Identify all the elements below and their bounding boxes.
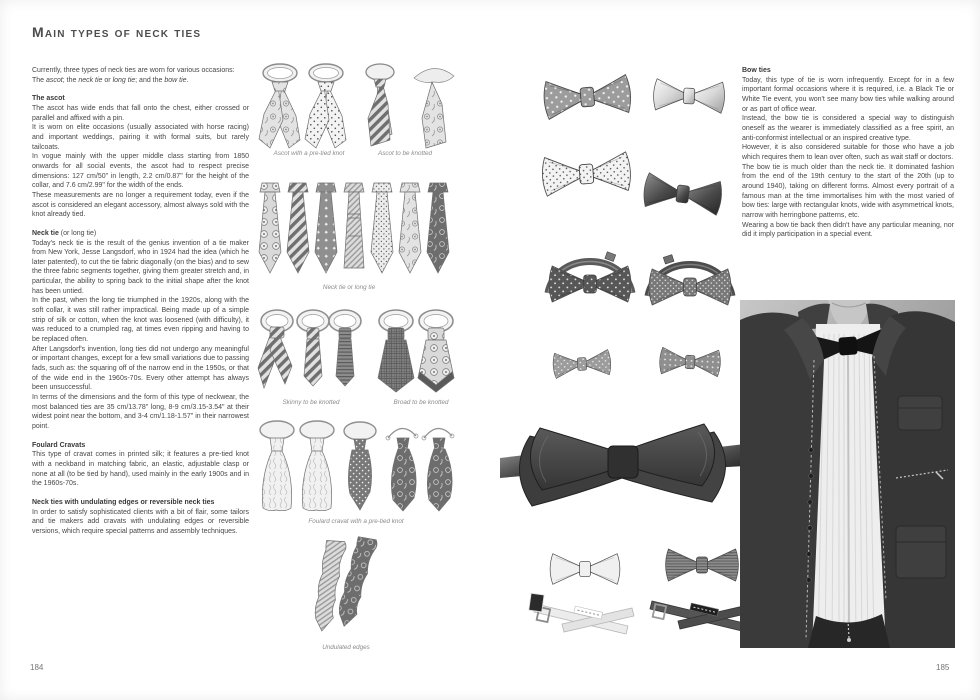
heading-text: The ascot [32,95,65,103]
paragraph: The ascot has wide ends that fall onto the chest, either crossed or parallel and affixed with a pin. [32,104,249,122]
page-number-left: 184 [30,663,44,672]
text-run: bow tie [164,76,187,84]
bowtie-photo-white-dotted [536,142,637,209]
caption-skinny: Skinny to be knotted [282,399,340,406]
bowtie-photo-dark-dotted-band [640,238,740,316]
page-number-right: 185 [936,663,950,672]
figure-foulard-cravats [256,418,460,516]
bowtie-photo-white-strap [522,540,640,640]
caption-neck-tie: Neck tie or long tie [322,284,376,291]
text-run: neck tie [78,76,103,84]
text-run: ; the [62,76,79,84]
text-run: long tie [112,76,136,84]
text-run: ascot [46,76,63,84]
section-heading-bow-ties [742,66,954,76]
paragraph: Today's neck tie is the result of the genius invention of a tie maker from New York, Jesse Langsdorf, who in 1924 had the idea (which he later patented), to cut the tie fabric diagonally (on the bias) and to sew the three fabric segments together, giving them greater stretch and, in particular, the ability to spring back to the initial shape after the knot has been untied. [32,239,249,295]
text-run: or [102,76,113,84]
paragraph: These measurements are no longer a requirement today, even if the ascot is considered an elegant accessory, almost always sold with the knot already tied. [32,191,249,219]
text-run: ; and the [135,76,165,84]
bowtie-photo-dark-polka-band [540,235,640,313]
bowtie-photo-dark-satin [637,160,729,232]
paragraph: Wearing a bow tie back then didn't have any particular meaning, nor did it imply participation in a special event. [742,221,954,239]
heading-text: Neck tie [32,229,59,237]
figure-knotted-ties [256,306,460,398]
paragraph: This type of cravat comes in printed silk; it features a pre-tied knot with a neckband in matching fabric, an elastic, adjustable clasp or none at all (to be tied by hand), used mainly in the early 1900s and in the 1960s-70s. [32,451,249,488]
bowtie-photo-small-dotted [547,343,618,388]
heading-text: Neck ties with undulating edges or reversible neck ties [32,498,215,506]
figure-undulated-ties [272,534,432,640]
left-text-column [32,66,249,537]
figure-ascots [256,60,460,152]
paragraph: It is worn on elite occasions (usually associated with horse racing) and important weddings, pairing it with formal suits, but rarely tailcoats. [32,124,249,151]
right-text-column [742,66,954,240]
text-run: The [32,76,47,84]
intro-paragraph: Currently, three types of neck ties are worn for various occasions: [32,67,235,74]
paragraph: After Langsdorf's invention, long ties did not undergo any meaningful or important changes, except for a few small variations due to passing fads, such as: the squaring off of the narrow end in the 1950s, or that of the wide end in the 1960s-70s. Every other attempt has always been unsuccessful. [32,345,249,392]
paragraph: The bow tie is much older than the neck tie. It dominated fashion from the end of the 19th century to the start of the 20th (up to around 1940), taking on different forms. Almost every portrait of a famous man at the time immortalises him with the most varied of bow ties: large with rectangular knots, wide with asymmetrical knots, narrow with herringbone patterns, etc. [742,163,954,219]
paragraph: In order to satisfy sophisticated clients with a bit of flair, some tailors and tie makers add cravats with undulating edges or reversible versions, which require special patterns and assembly techniques. [32,508,249,535]
model-photo [740,300,955,648]
paragraph: In the past, when the long tie triumphed in the 1920s, along with the soft collar, it was still rather impractical. Being made up of a simple strip of silk or cotton, when the knot was loosened (with difficulty), it was reduced to a crumpled rag, at times even ripping and having to be replaced often. [32,297,249,344]
caption-undulated: Undulated edges [322,644,370,651]
paragraph: Today, this type of tie is worn infrequently. Except for in a few important formal occasions where it is required, i.e. a Black Tie or White Tie event, you won't see many bow ties while walking around or as part of office wear. [742,76,954,113]
intro-tie-types-line [32,76,249,86]
caption-foulard: Foulard cravat with a pre-tied knot [308,518,404,525]
heading-text: Foulard Cravats [32,441,86,449]
section-heading-ascot [32,94,249,104]
paragraph: However, it is also considered suitable for those who have a job which requires them to lean over often, such as wait staff or doctors. [742,144,954,161]
paragraph: Instead, the bow tie is considered a special way to distinguish oneself as the wearer is immediately classified as a free spirit, an anti-conformist intellectual or an inspired creative type. [742,115,954,142]
bowtie-photo-small-patterned [654,340,726,386]
figure-neck-ties [256,180,460,280]
text-run: . [186,76,189,84]
heading-text: Bow ties [742,67,771,74]
bowtie-photo-light-satin [649,70,730,124]
section-heading-undulating [32,498,249,508]
paragraph: In terms of the dimensions and the form of this type of neckwear, the most balanced ties are 35 cm/13.78" long, 8-9 cm/3.15-3.54" at their widest point near the bottom, and 3-4 cm/1.18-1.57" in their narrowest point. [32,394,249,430]
section-heading-neck-tie [32,229,249,239]
bowtie-photo-velvet [500,408,745,513]
heading-suffix: (or long tie) [58,229,97,237]
bowtie-photo-dark-strap [636,535,756,637]
bowtie-photo-polka-gray [537,64,637,134]
page-title: Main types of neck ties [32,24,202,40]
paragraph: In vogue mainly with the upper middle class starting from 1850 onwards for all social events, the ascot had to respect precise dimensions: 127 cm/50" in length, 2.2 cm/0.87" for the height of the collar, and 7.6 cm/2.99" for the width of the ends. [32,153,249,190]
section-heading-foulard [32,441,249,451]
caption-broad: Broad to be knotted [393,399,449,406]
caption-ascot-to-knot: Ascot to be knotted [378,150,432,157]
caption-ascot-pretied: Ascot with a pre-tied knot [273,150,345,157]
